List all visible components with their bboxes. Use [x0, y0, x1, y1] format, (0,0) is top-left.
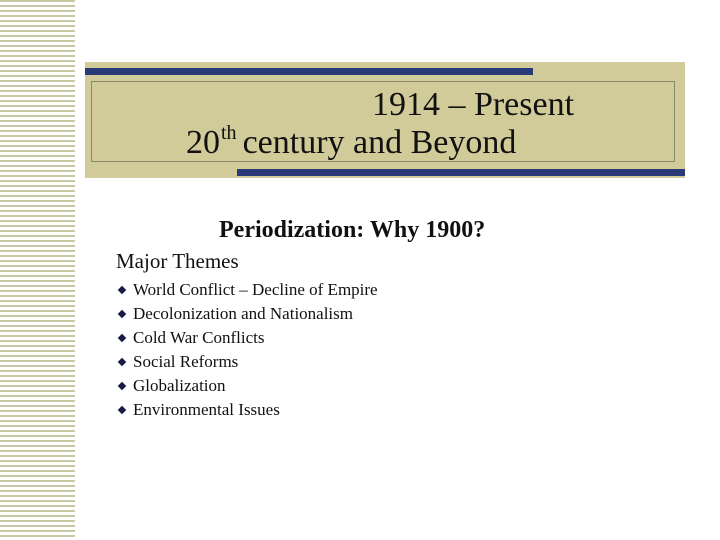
list-item-text: Environmental Issues — [133, 400, 280, 419]
list-item — [116, 302, 378, 326]
slide-subtitle: Periodization: Why 1900? — [219, 217, 486, 243]
diamond-bullet-icon — [118, 358, 126, 366]
title-line-1: 1914 – Present — [371, 86, 575, 123]
list-item — [116, 326, 378, 350]
list-item — [116, 350, 378, 374]
list-item — [116, 398, 378, 422]
list-item — [116, 374, 378, 398]
list-item-text: Cold War Conflicts — [133, 328, 265, 347]
list-item-text: Decolonization and Nationalism — [133, 304, 353, 323]
diamond-bullet-icon — [118, 334, 126, 342]
list-item-text: Globalization — [133, 376, 226, 395]
slide-title — [91, 81, 675, 162]
accent-bar-top — [85, 68, 533, 75]
title-century-number: 20 — [186, 124, 220, 161]
title-ordinal-suffix: th — [221, 122, 237, 144]
section-heading: Major Themes — [116, 249, 239, 273]
list-item-text: World Conflict – Decline of Empire — [133, 280, 378, 299]
diamond-bullet-icon — [118, 286, 126, 294]
themes-list — [116, 278, 378, 422]
title-century-text: century and Beyond — [242, 124, 517, 161]
list-item — [116, 278, 378, 302]
diamond-bullet-icon — [118, 382, 126, 390]
accent-bar-bottom — [237, 169, 685, 176]
diamond-bullet-icon — [118, 406, 126, 414]
decorative-stripes — [0, 0, 78, 540]
diamond-bullet-icon — [118, 310, 126, 318]
list-item-text: Social Reforms — [133, 352, 239, 371]
title-line-2 — [186, 124, 516, 162]
